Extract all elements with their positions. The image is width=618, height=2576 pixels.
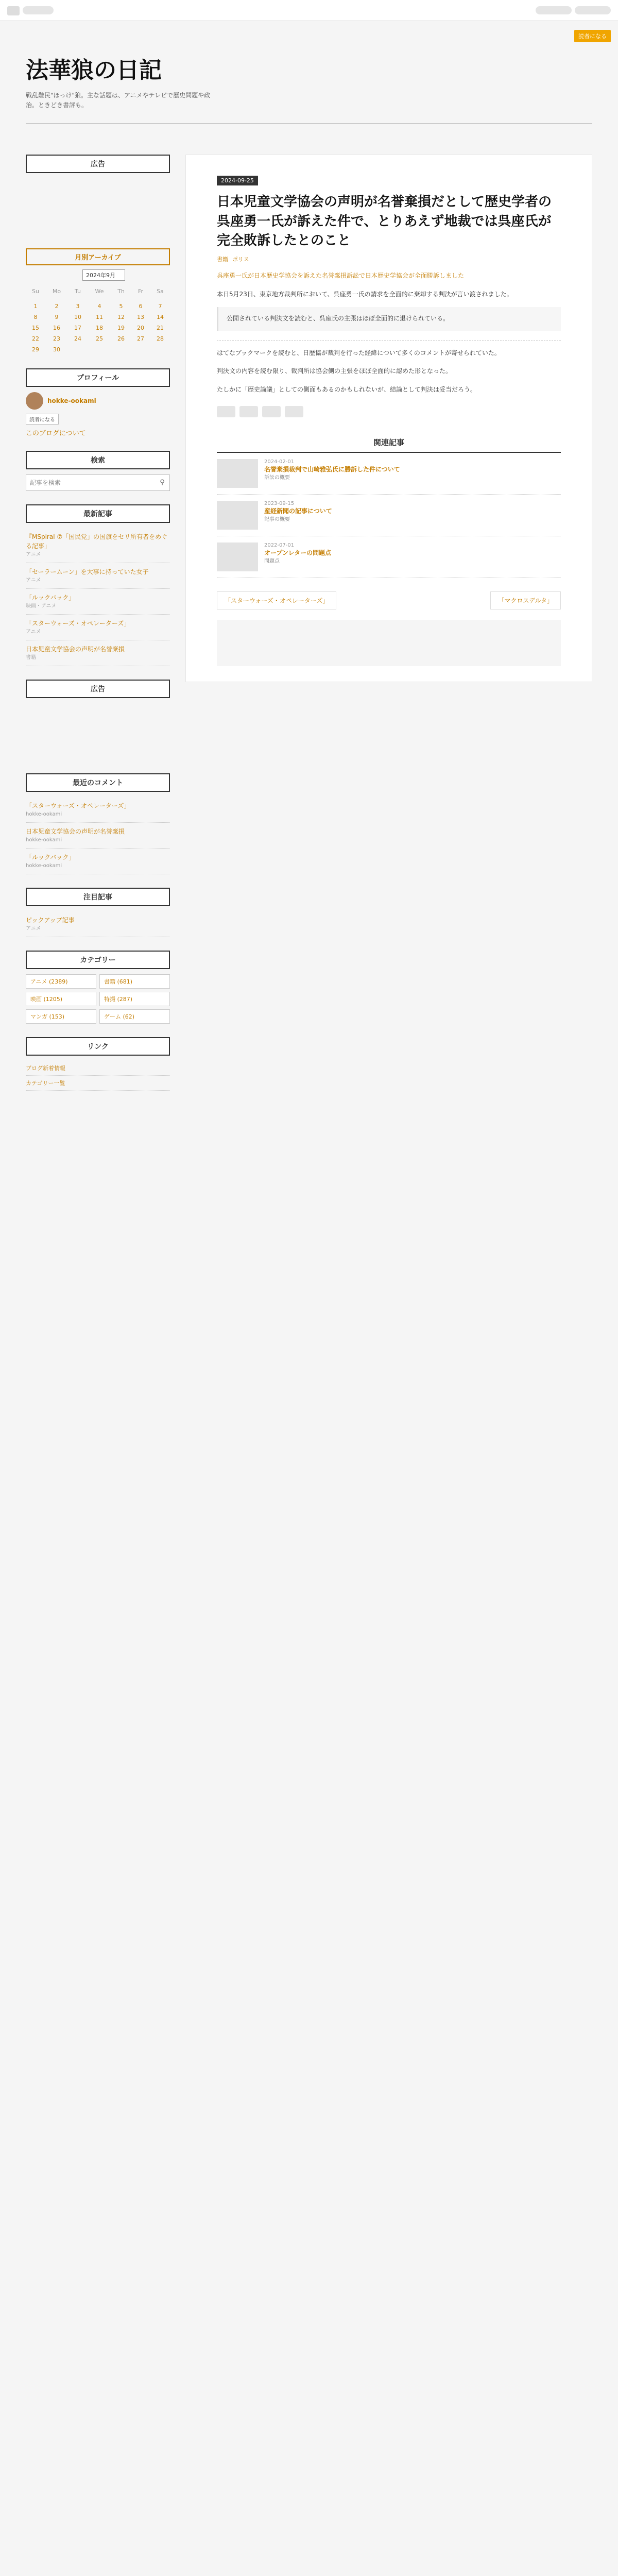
related-item[interactable] <box>217 495 561 536</box>
profile-name[interactable]: hokke-ookami <box>47 397 96 404</box>
next-entry-link[interactable]: 「マクロスデルタ」 <box>490 591 561 609</box>
calendar-weekday: Fr <box>138 288 144 295</box>
category-link[interactable]: アニメ (2389) <box>26 974 96 989</box>
related-excerpt: 記事の概要 <box>264 516 290 522</box>
links-widget <box>26 1037 170 1091</box>
subscribe-button[interactable]: 読者になる <box>574 30 611 42</box>
calendar-day[interactable]: 20 <box>137 325 145 331</box>
widget-title: 広告 <box>26 155 170 173</box>
calendar-day[interactable]: 17 <box>74 325 81 331</box>
calendar-day[interactable]: 22 <box>31 335 39 342</box>
recent-item-meta: アニメ <box>26 629 41 635</box>
entry-paragraph: 判決文の内容を読む限り、裁判所は協会側の主張をほぼ全面的に認めた形となった。 <box>217 367 452 375</box>
recent-item[interactable] <box>26 640 170 666</box>
calendar-day <box>88 297 111 301</box>
calendar-day[interactable]: 24 <box>74 335 81 342</box>
comment-item[interactable] <box>26 849 170 874</box>
calendar-day[interactable]: 28 <box>157 335 164 342</box>
calendar-day <box>150 344 170 355</box>
calendar-day[interactable]: 14 <box>157 314 164 320</box>
calendar-day[interactable]: 19 <box>117 325 125 331</box>
recent-item-meta: 映画・アニメ <box>26 603 57 609</box>
related-thumbnail[interactable] <box>217 501 258 530</box>
link-item[interactable]: ブログ新着情報 <box>26 1061 170 1076</box>
prev-entry-link[interactable]: 「スターウォーズ・オペレーターズ」 <box>217 591 336 609</box>
calendar-day[interactable]: 9 <box>55 314 59 320</box>
widget-title: 注目記事 <box>26 888 170 906</box>
facebook-share-button[interactable] <box>239 406 258 417</box>
related-title-link[interactable]: 産経新聞の記事について <box>264 507 332 515</box>
related-date: 2022-07-01 <box>264 542 295 548</box>
calendar-day[interactable]: 8 <box>33 314 38 320</box>
popular-item[interactable] <box>26 911 170 937</box>
comment-item-title[interactable]: 「スターウォーズ・オペレーターズ」 <box>26 802 130 809</box>
recent-item-title[interactable]: 「スターウォーズ・オペレーターズ」 <box>26 620 130 627</box>
calendar-day <box>150 297 170 301</box>
ad-slot[interactable] <box>26 703 170 760</box>
nav-pill[interactable] <box>536 6 572 14</box>
ad-slot[interactable] <box>26 178 170 235</box>
calendar-day[interactable]: 27 <box>137 335 145 342</box>
widget-title: リンク <box>26 1037 170 1056</box>
category-widget <box>26 951 170 1024</box>
calendar-day <box>26 297 45 301</box>
entry-title[interactable]: 日本児童文学協会の声明が名誉棄損だとして歴史学者の呉座勇一氏が訴えた件で、とりあえず地裁では呉座氏が完全敗訴したとのこと <box>217 194 552 249</box>
calendar-day[interactable]: 1 <box>33 303 38 310</box>
entry-lead-link[interactable]: 呉座勇一氏が日本歴史学協会を訴えた名誉棄損訴訟で日本歴史学協会が全面勝訴しました <box>217 272 465 280</box>
top-bar <box>0 0 618 21</box>
avatar[interactable] <box>26 392 43 410</box>
entry-paragraph: たしかに「歴史論議」としての側面もあるのかもしれないが、結論として判決は妥当だろう。 <box>217 386 477 394</box>
related-title-link[interactable]: 名誉棄損裁判で山崎雅弘氏に勝訴した件について <box>264 465 400 473</box>
line-share-button[interactable] <box>285 406 303 417</box>
x-share-button[interactable] <box>262 406 281 417</box>
related-item[interactable] <box>217 536 561 578</box>
blog-header <box>26 31 592 110</box>
recent-item-title[interactable]: 「セーラームーン」を大事に持っていた女子 <box>26 568 149 575</box>
search-icon[interactable]: ⚲ <box>160 479 165 486</box>
calendar-day <box>131 297 150 301</box>
related-title: 関連記事 <box>217 433 561 453</box>
nav-pill[interactable] <box>575 6 611 14</box>
entry-paragraph: 本日5月23日、東京地方裁判所において、呉座勇一氏の請求を全面的に棄却する判決が言い渡されました。 <box>217 290 513 298</box>
entry <box>217 176 561 666</box>
calendar-day[interactable]: 10 <box>74 314 81 320</box>
comment-item-meta: hokke-ookami <box>26 863 62 869</box>
category-link[interactable]: 特撮 (287) <box>99 992 170 1006</box>
calendar-day[interactable]: 30 <box>53 346 60 353</box>
archive-widget <box>26 248 170 355</box>
calendar-day[interactable]: 3 <box>76 303 80 310</box>
recent-item[interactable] <box>26 563 170 589</box>
share-buttons <box>217 406 561 417</box>
category-link[interactable]: 映画 (1205) <box>26 992 96 1006</box>
calendar-day <box>111 344 131 355</box>
hatena-bookmark-button[interactable] <box>217 406 235 417</box>
recent-item-meta: アニメ <box>26 552 41 557</box>
widget-title: 最近のコメント <box>26 773 170 792</box>
related-date: 2024-02-01 <box>264 459 295 465</box>
category-link[interactable]: ゲーム (62) <box>99 1009 170 1024</box>
hatena-logo-icon[interactable] <box>7 6 20 15</box>
ad-widget <box>26 155 170 235</box>
calendar-day <box>111 297 131 301</box>
related-excerpt: 訴訟の概要 <box>264 474 290 481</box>
recent-item[interactable] <box>26 528 170 563</box>
comment-item[interactable] <box>26 797 170 823</box>
sidebar <box>26 155 170 1104</box>
recent-item-meta: 書籍 <box>26 655 36 660</box>
recent-item-title[interactable]: 「ルックバック」 <box>26 594 75 601</box>
link-item[interactable]: カテゴリー一覧 <box>26 1076 170 1091</box>
calendar-day <box>131 344 150 355</box>
calendar-weekday: Th <box>117 288 125 295</box>
site-description: 戦乱難民"ほっけ"狼。主な話題は、アニメやテレビで歴史問題や政治。ときどき書評も。 <box>26 92 211 109</box>
entry-date[interactable]: 2024-09-25 <box>217 176 258 185</box>
calendar-day[interactable]: 6 <box>139 303 143 310</box>
related-item[interactable] <box>217 453 561 495</box>
widget-title: 最新記事 <box>26 504 170 523</box>
calendar-weekday: Mo <box>52 288 61 295</box>
popular-item-meta: アニメ <box>26 926 41 931</box>
comment-item-title[interactable]: 日本児童文学協会の声明が名誉棄損 <box>26 828 125 835</box>
comments-widget <box>26 773 170 874</box>
recent-item-title[interactable]: 日本児童文学協会の声明が名誉棄損 <box>26 646 125 653</box>
related-thumbnail[interactable] <box>217 459 258 488</box>
widget-title: プロフィール <box>26 368 170 387</box>
comment-item[interactable] <box>26 823 170 849</box>
divider <box>217 340 561 341</box>
category-link[interactable]: 書籍 (681) <box>99 974 170 989</box>
calendar-day[interactable]: 18 <box>96 325 104 331</box>
calendar-day[interactable]: 16 <box>53 325 60 331</box>
popular-widget <box>26 888 170 937</box>
calendar-day[interactable]: 23 <box>53 335 60 342</box>
entry-tag[interactable]: 書籍 <box>217 256 228 263</box>
calendar-day[interactable]: 4 <box>97 303 101 310</box>
calendar-day[interactable]: 25 <box>96 335 104 342</box>
entry-tag[interactable]: ポリス <box>232 256 249 263</box>
recent-item[interactable] <box>26 589 170 615</box>
popular-item-title[interactable]: ピックアップ記事 <box>26 917 75 924</box>
recent-widget <box>26 504 170 666</box>
calendar-day[interactable]: 11 <box>96 314 104 320</box>
calendar-day[interactable]: 21 <box>157 325 164 331</box>
calendar-day[interactable]: 5 <box>119 303 123 310</box>
blockquote: 公開されている判決文を読むと、呉座氏の主張はほぼ全面的に退けられている。 <box>217 307 561 331</box>
calendar-day <box>88 344 111 355</box>
calendar-weekday: We <box>95 288 104 295</box>
category-link[interactable]: マンガ (153) <box>26 1009 96 1024</box>
search-input[interactable] <box>26 475 155 490</box>
archive-title: 月別アーカイブ <box>26 248 170 265</box>
entry-paragraph: はてなブックマークを読むと、日歴協が裁判を行った経緯について多くのコメントが寄せられていた。 <box>217 349 501 357</box>
ad2-widget <box>26 680 170 760</box>
calendar-day <box>68 297 88 301</box>
related-excerpt: 問題点 <box>264 558 280 564</box>
site-title[interactable]: 法華狼の日記 <box>26 57 162 83</box>
widget-title: 検索 <box>26 451 170 469</box>
recent-item-meta: アニメ <box>26 578 41 583</box>
calendar-day[interactable]: 12 <box>117 314 125 320</box>
nav-pill[interactable] <box>23 6 54 14</box>
recent-item[interactable] <box>26 615 170 640</box>
calendar-day <box>45 297 68 301</box>
archive-month-select[interactable]: 2024年9月 <box>82 269 125 281</box>
calendar-weekday: Su <box>32 288 39 295</box>
recent-item-title[interactable]: 『MSpiral ⑦「国民党」の国旗をセリ所有者をめぐる記事」 <box>26 533 168 550</box>
ad-slot[interactable] <box>217 620 561 666</box>
widget-title: 広告 <box>26 680 170 698</box>
calendar-weekday: Tu <box>74 288 81 295</box>
archive-calendar <box>26 286 170 355</box>
calendar-day[interactable]: 29 <box>31 346 39 353</box>
related-thumbnail[interactable] <box>217 543 258 571</box>
comment-item-meta: hokke-ookami <box>26 811 62 817</box>
follow-button[interactable]: 読者になる <box>26 414 59 425</box>
related-date: 2023-09-15 <box>264 500 295 506</box>
calendar-day[interactable]: 26 <box>117 335 125 342</box>
calendar-day[interactable]: 15 <box>31 325 39 331</box>
calendar-weekday: Sa <box>157 288 164 295</box>
comment-item-meta: hokke-ookami <box>26 837 62 843</box>
profile-widget <box>26 368 170 437</box>
about-link[interactable]: このブログについて <box>26 430 86 437</box>
related-title-link[interactable]: オープンレターの問題点 <box>264 549 332 556</box>
entry-main <box>185 155 592 682</box>
calendar-day[interactable]: 7 <box>158 303 162 310</box>
calendar-day[interactable]: 13 <box>137 314 145 320</box>
search-widget <box>26 451 170 491</box>
calendar-day[interactable]: 2 <box>55 303 59 310</box>
pager <box>217 591 561 609</box>
calendar-day <box>68 344 88 355</box>
widget-title: カテゴリー <box>26 951 170 969</box>
comment-item-title[interactable]: 「ルックバック」 <box>26 854 75 861</box>
